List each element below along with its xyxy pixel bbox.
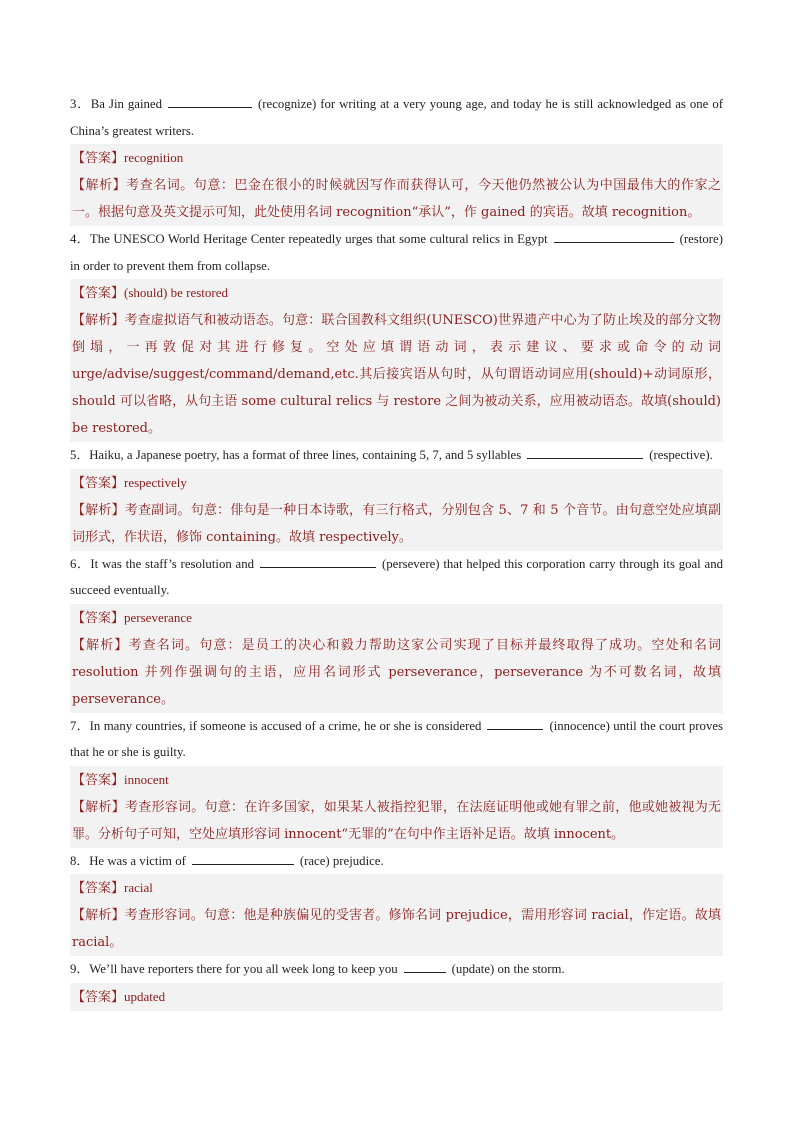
answer-4: 【答案】(should) be restored	[70, 279, 723, 307]
question-8: 8．He was a victim of (race) prejudice.	[70, 848, 723, 875]
analysis-7: 【解析】考查形容词。句意：在许多国家，如果某人被指控犯罪，在法庭证明他或她有罪之前，他或她被视为无罪。分析句子可知，空处应填形容词 innocent“无罪的”在句中作主语补足语。故填 innocent。	[70, 794, 723, 848]
answer-blank[interactable]	[487, 715, 543, 730]
answer-blank[interactable]	[192, 850, 294, 865]
answer-blank[interactable]	[260, 553, 376, 568]
answer-6: 【答案】perseverance	[70, 604, 723, 632]
analysis-6: 【解析】考查名词。句意：是员工的决心和毅力帮助这家公司实现了目标并最终取得了成功。空处和名词 resolution 并列作强调句的主语，应用名词形式 perseverance，perseverance 为不可数名词，故填 perseverance。	[70, 632, 723, 713]
question-3: 3．Ba Jin gained (recognize) for writing at a very young age, and today he is still acknowledged as one of China’s greatest writers.	[70, 91, 723, 144]
answer-7: 【答案】innocent	[70, 766, 723, 794]
question-7: 7．In many countries, if someone is accused of a crime, he or she is considered (innocence) until the court proves that he or she is guilty.	[70, 713, 723, 766]
answer-blank[interactable]	[554, 228, 674, 243]
question-9: 9．We’ll have reporters there for you all week long to keep you (update) on the storm.	[70, 956, 723, 983]
answer-8: 【答案】racial	[70, 874, 723, 902]
question-5: 5．Haiku, a Japanese poetry, has a format of three lines, containing 5, 7, and 5 syllables (respective).	[70, 442, 723, 469]
answer-3: 【答案】recognition	[70, 144, 723, 172]
answer-blank[interactable]	[168, 93, 252, 108]
analysis-3: 【解析】考查名词。句意：巴金在很小的时候就因写作而获得认可，今天他仍然被公认为中国最伟大的作家之一。根据句意及英文提示可知，此处使用名词 recognition“承认”，作 gained 的宾语。故填 recognition。	[70, 172, 723, 226]
analysis-4: 【解析】考查虚拟语气和被动语态。句意：联合国教科文组织(UNESCO)世界遗产中心为了防止埃及的部分文物倒塌，一再敦促对其进行修复。空处应填谓语动词，表示建议、要求或命令的动词 urge/advise/suggest/command/demand,etc.其后接宾语从句时，从句谓语动词应用(should)+动词原形，should 可以省略，从句主语 some cultural relics 与 restore 之间为被动关系，应用被动语态。故填(should) be restored。	[70, 307, 723, 442]
answer-9: 【答案】updated	[70, 983, 723, 1011]
analysis-5: 【解析】考查副词。句意：俳句是一种日本诗歌，有三行格式，分别包含 5、7 和 5 个音节。由句意空处应填副词形式，作状语，修饰 containing。故填 respectively。	[70, 497, 723, 551]
question-6: 6．It was the staff’s resolution and (persevere) that helped this corporation carry through its goal and succeed eventually.	[70, 551, 723, 604]
answer-5: 【答案】respectively	[70, 469, 723, 497]
analysis-8: 【解析】考查形容词。句意：他是种族偏见的受害者。修饰名词 prejudice，需用形容词 racial，作定语。故填 racial。	[70, 902, 723, 956]
exercise-list	[70, 91, 723, 1011]
question-4: 4．The UNESCO World Heritage Center repeatedly urges that some cultural relics in Egypt (restore) in order to prevent them from collapse.	[70, 226, 723, 279]
answer-blank[interactable]	[404, 958, 446, 973]
answer-blank[interactable]	[527, 444, 643, 459]
